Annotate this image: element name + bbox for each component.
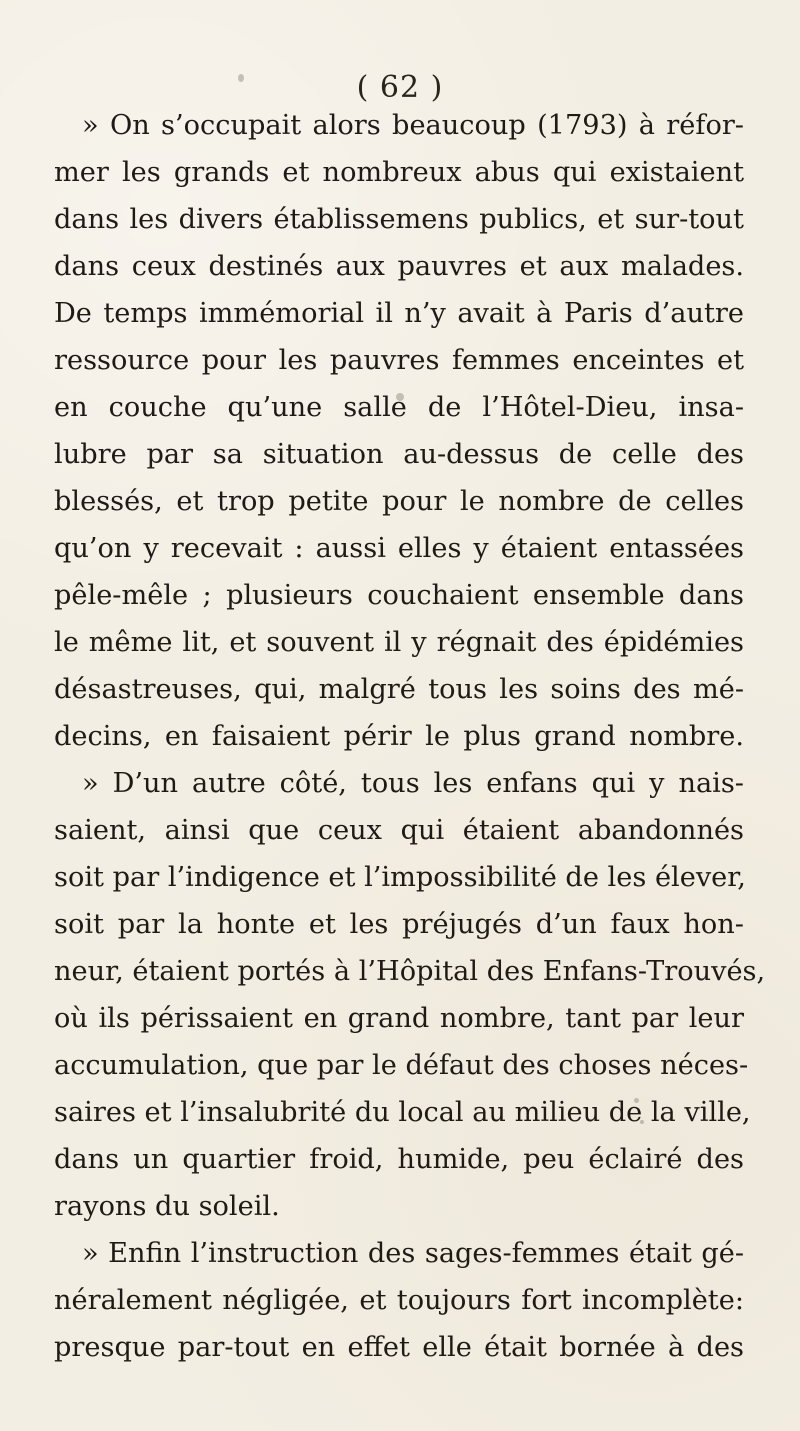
text-line: néralement négligée, et toujours fort incomplète: [54, 1285, 744, 1316]
paper-speck [640, 1120, 644, 1124]
text-line: saient, ainsi que ceux qui étaient abandonnés [54, 815, 744, 846]
text-line: dans un quartier froid, humide, peu éclairé des [54, 1144, 744, 1175]
paper-speck [634, 1098, 639, 1103]
text-line: saires et l’insalubrité du local au milieu de la ville, [54, 1097, 751, 1128]
text-line: lubre par sa situation au-dessus de celle des [54, 439, 744, 470]
text-line: blessés, et trop petite pour le nombre de celles [54, 486, 744, 517]
text-line: » Enfin l’instruction des sages-femmes était gé- [82, 1238, 744, 1269]
paper-speck [396, 393, 404, 401]
text-line: mer les grands et nombreux abus qui existaient [54, 157, 744, 188]
text-line: dans ceux destinés aux pauvres et aux malades. [54, 251, 744, 282]
text-line: où ils périssaient en grand nombre, tant par leur [54, 1003, 744, 1034]
text-line: en couche qu’une salle de l’Hôtel-Dieu, insa- [54, 392, 744, 423]
text-line: ressource pour les pauvres femmes enceintes et [54, 345, 744, 376]
text-line: dans les divers établissemens publics, et sur-tout [54, 204, 744, 235]
text-line: » On s’occupait alors beaucoup (1793) à réfor- [82, 110, 744, 141]
text-line: désastreuses, qui, malgré tous les soins des mé- [54, 674, 744, 705]
text-line: pêle-mêle ; plusieurs couchaient ensemble dans [54, 580, 744, 611]
page-number: ( 62 ) [356, 70, 444, 105]
text-line: » D’un autre côté, tous les enfans qui y nais- [82, 768, 744, 799]
text-line: decins, en faisaient périr le plus grand nombre. [54, 721, 744, 752]
text-line: qu’on y recevait : aussi elles y étaient entassées [54, 533, 744, 564]
text-line: rayons du soleil. [54, 1191, 280, 1222]
text-line: accumulation, que par le défaut des choses néces- [54, 1050, 749, 1081]
text-line: presque par-tout en effet elle était bornée à des [54, 1332, 744, 1363]
text-line: neur, étaient portés à l’Hôpital des Enfans-Trouvés, [54, 956, 766, 987]
text-line: soit par la honte et les préjugés d’un faux hon- [54, 909, 744, 940]
text-line: le même lit, et souvent il y régnait des épidémies [54, 627, 744, 658]
text-line: De temps immémorial il n’y avait à Paris d’autre [54, 298, 744, 329]
text-line: soit par l’indigence et l’impossibilité de les élever, [54, 862, 746, 893]
paper-speck [238, 74, 244, 82]
